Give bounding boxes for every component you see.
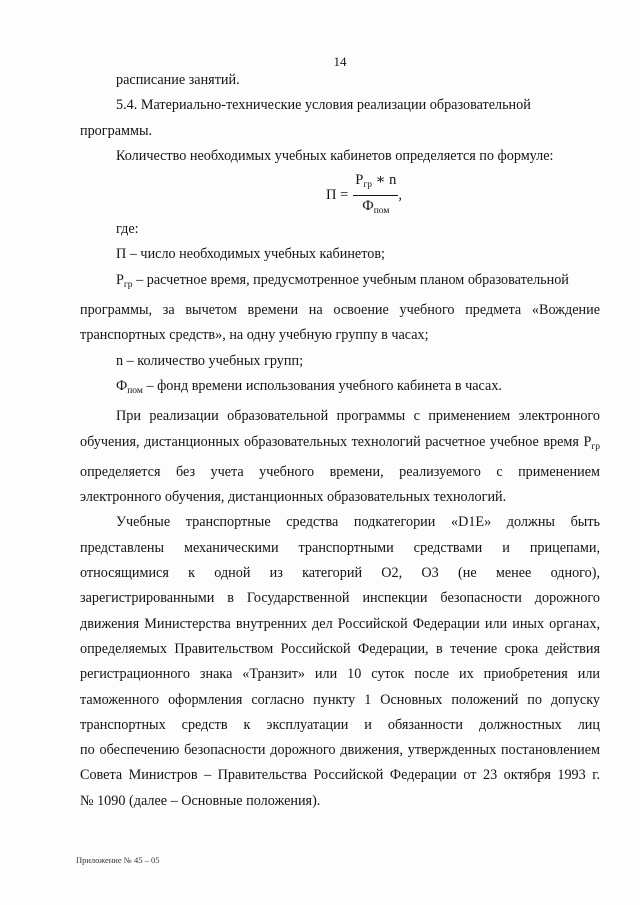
text-line: n – количество учебных групп;	[116, 352, 304, 369]
text-line: П – число необходимых учебных кабинетов;	[116, 246, 385, 263]
text-line: транспортных средств», на одну учебную группу в часах;	[80, 327, 429, 344]
formula-expression	[326, 171, 402, 220]
text-line: определяется без учета учебного времени, реализуемого с применением	[80, 463, 600, 480]
section-heading	[116, 93, 600, 118]
definition-text: – расчетное время, предусмотренное учебным планом образовательной	[132, 271, 569, 288]
page-number: 14	[333, 54, 347, 69]
text-line: где:	[116, 221, 139, 238]
text-line: таможенного оформления согласно пункту 1 Основных положений по допуску	[80, 691, 600, 708]
section-heading-text: 5.4. Материально-технические условия реализации образовательной	[116, 97, 531, 114]
formula-numerator	[353, 171, 398, 196]
text-line: зарегистрированными в Государственной инспекции безопасности дорожного	[80, 590, 600, 607]
formula-denominator	[362, 196, 389, 220]
formula-comma: ,	[398, 187, 402, 204]
text-line: При реализации образовательной программы с применением электронного	[116, 408, 600, 425]
denominator-symbol: Ф	[362, 198, 374, 215]
text-line: определяемых Правительством Российской Федерации, в течение срока действия	[80, 640, 600, 657]
text-line: электронного обучения, дистанционных образовательных технологий.	[80, 489, 507, 506]
text-line: движения Министерства внутренних дел Российской Федерации или иных органах,	[80, 615, 600, 632]
text-line: относящимися к одной из категорий O2, O3 (не менее одного),	[80, 565, 600, 582]
numerator-symbol: P	[355, 172, 364, 189]
numerator-tail: ∗ n	[372, 172, 397, 189]
body-text	[80, 68, 600, 814]
definition-text: – фонд времени использования учебного кабинета в часах.	[142, 377, 502, 394]
text-line: регистрационного знака «Транзит» или 10 суток после их приобретения или	[80, 666, 600, 683]
symbol-f: Ф	[116, 377, 128, 394]
denominator-subscript: пом	[373, 206, 390, 217]
symbol-subscript: пом	[127, 385, 143, 396]
text-line	[80, 430, 600, 460]
symbol-p: P	[116, 271, 124, 288]
footer-note: Приложение № 45 – 05	[76, 855, 160, 865]
text-line: Совета Министров – Правительства Российской Федерации от 23 октября 1993 г.	[80, 767, 600, 784]
text-line	[116, 374, 600, 404]
symbol-subscript: гр	[123, 279, 133, 290]
formula	[116, 171, 600, 215]
text-line: № 1090 (далее – Основные положения).	[80, 792, 321, 809]
text-line: представлены механическими транспортными средствами и прицепами,	[80, 539, 600, 556]
formula-fraction	[353, 171, 398, 220]
text-line: Учебные транспортные средства подкатегории «D1E» должны быть	[116, 514, 600, 531]
text-line: расписание занятий.	[116, 72, 240, 88]
text-line	[116, 268, 600, 298]
numerator-subscript: гр	[363, 180, 373, 191]
text-span: обучения, дистанционных образовательных технологий расчетное учебное время P	[80, 433, 592, 450]
text-line: транспортных средств к эксплуатации и обязанности должностных лиц	[80, 716, 600, 733]
formula-lhs: П =	[326, 187, 349, 204]
text-line: программы.	[80, 122, 153, 139]
text-line: Количество необходимых учебных кабинетов определяется по формуле:	[116, 147, 554, 164]
symbol-subscript: гр	[591, 441, 600, 452]
text-line: по обеспечению безопасности дорожного движения, утвержденных постановлением	[80, 742, 600, 759]
text-line: программы, за вычетом времени на освоение учебного предмета «Вождение	[80, 302, 600, 319]
